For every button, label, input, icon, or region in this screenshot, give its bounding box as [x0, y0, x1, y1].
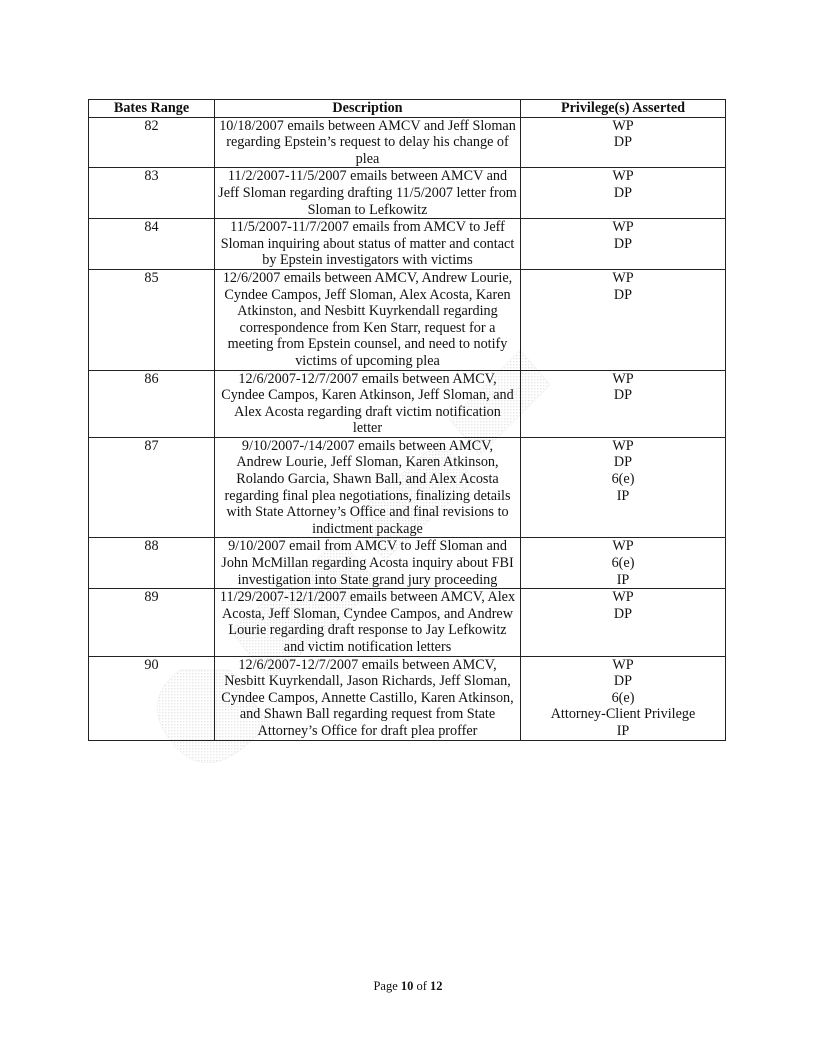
privilege-item: DP: [613, 184, 633, 201]
privilege-item: DP: [613, 134, 633, 151]
table-row: [89, 168, 726, 219]
bates-cell: 84: [89, 219, 215, 270]
privileges-cell: [521, 437, 726, 538]
privilege-item: DP: [613, 286, 633, 303]
privilege-item: 6(e): [611, 555, 635, 572]
privilege-item: IP: [616, 571, 630, 588]
table-row: [89, 269, 726, 370]
privileges-cell: [521, 168, 726, 219]
privilege-item: 6(e): [611, 689, 635, 706]
privilege-item: DP: [613, 454, 633, 471]
bates-cell: 86: [89, 370, 215, 437]
description-cell: 11/2/2007-11/5/2007 emails between AMCV and Jeff Sloman regarding drafting 11/5/2007 letter from Sloman to Lefkowitz: [215, 168, 521, 219]
description-cell: 12/6/2007-12/7/2007 emails between AMCV, Nesbitt Kuyrkendall, Jason Richards, Jeff Sloman, Cyndee Campos, Annette Castillo, Karen Atkinson, and Shawn Ball regarding request from State Attorney’s Office for draft plea proffer: [215, 656, 521, 740]
description-cell: 11/29/2007-12/1/2007 emails between AMCV, Alex Acosta, Jeff Sloman, Cyndee Campos, and Andrew Lourie regarding draft response to Jay Lefkowitz and victim notification letters: [215, 589, 521, 656]
description-cell: 10/18/2007 emails between AMCV and Jeff Sloman regarding Epstein’s request to delay his change of plea: [215, 117, 521, 168]
privileges-cell: [521, 538, 726, 589]
header-description: Description: [215, 100, 521, 118]
privileges-cell: [521, 656, 726, 740]
bates-cell: 87: [89, 437, 215, 538]
table-row: [89, 656, 726, 740]
privileges-cell: [521, 269, 726, 370]
privilege-item: WP: [612, 437, 634, 454]
privilege-item: IP: [616, 722, 630, 739]
privileges-cell: [521, 117, 726, 168]
table-row: [89, 219, 726, 270]
privilege-item: DP: [613, 605, 633, 622]
table-row: [89, 589, 726, 656]
page-footer: [0, 979, 816, 994]
privilege-item: WP: [612, 117, 634, 134]
bates-cell: 89: [89, 589, 215, 656]
bates-cell: 85: [89, 269, 215, 370]
privileges-cell: [521, 370, 726, 437]
table-row: [89, 370, 726, 437]
privileges-cell: [521, 219, 726, 270]
header-bates-range: Bates Range: [89, 100, 215, 118]
privilege-item: DP: [613, 235, 633, 252]
page-of-label: of: [416, 979, 427, 993]
description-cell: 9/10/2007-/14/2007 emails between AMCV, Andrew Lourie, Jeff Sloman, Karen Atkinson, Rolando Garcia, Shawn Ball, and Alex Acosta regarding final plea negotiations, finalizing details with State Attorney’s Office and final revisions to indictment package: [215, 437, 521, 538]
privilege-item: WP: [612, 370, 634, 387]
bates-cell: 90: [89, 656, 215, 740]
privilege-item: WP: [612, 219, 634, 236]
privilege-item: DP: [613, 673, 633, 690]
privilege-item: WP: [612, 538, 634, 555]
privileges-cell: [521, 589, 726, 656]
description-cell: 12/6/2007-12/7/2007 emails between AMCV, Cyndee Campos, Karen Atkinson, Jeff Sloman, and Alex Acosta regarding draft victim notification letter: [215, 370, 521, 437]
table-row: [89, 437, 726, 538]
privilege-item: WP: [612, 269, 634, 286]
table-header-row: [89, 100, 726, 118]
page-total-number: 12: [430, 979, 443, 993]
bates-cell: 82: [89, 117, 215, 168]
page-current-number: 10: [400, 979, 414, 993]
description-cell: 9/10/2007 email from AMCV to Jeff Sloman and John McMillan regarding Acosta inquiry about FBI investigation into State grand jury proceeding: [215, 538, 521, 589]
privilege-item: Attorney-Client Privilege: [550, 706, 696, 723]
description-cell: 12/6/2007 emails between AMCV, Andrew Lourie, Cyndee Campos, Jeff Sloman, Alex Acosta, Karen Atkinston, and Nesbitt Kuyrkendall regarding correspondence from Ken Starr, request for a meeting from Epstein counsel, and need to notify victims of upcoming plea: [215, 269, 521, 370]
privilege-log-table: [88, 99, 726, 741]
description-cell: 11/5/2007-11/7/2007 emails from AMCV to Jeff Sloman inquiring about status of matter and contact by Epstein investigators with victims: [215, 219, 521, 270]
privilege-item: WP: [612, 589, 634, 606]
privilege-item: 6(e): [611, 471, 635, 488]
table-row: [89, 538, 726, 589]
bates-cell: 88: [89, 538, 215, 589]
privilege-item: WP: [612, 168, 634, 185]
privilege-item: IP: [616, 487, 630, 504]
header-privileges: Privilege(s) Asserted: [521, 100, 726, 118]
page-label: Page: [373, 979, 398, 993]
table-row: [89, 117, 726, 168]
bates-cell: 83: [89, 168, 215, 219]
privilege-item: WP: [612, 656, 634, 673]
privilege-item: DP: [613, 387, 633, 404]
